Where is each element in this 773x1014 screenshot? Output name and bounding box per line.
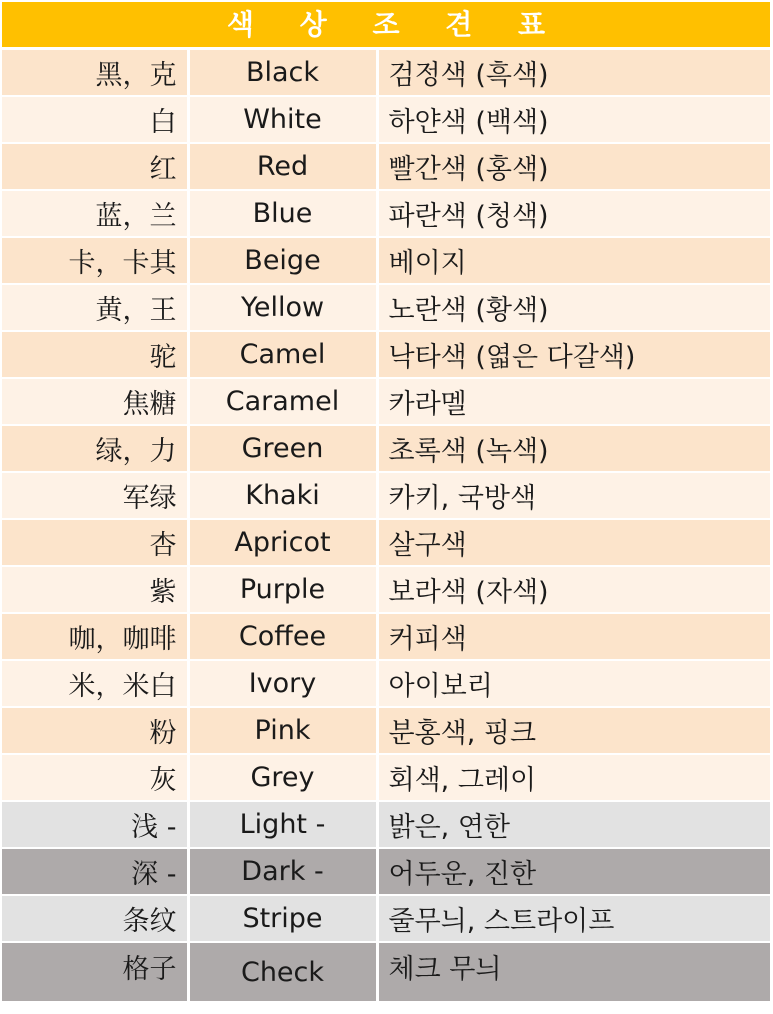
chinese-name-cell: 格子: [2, 942, 188, 1002]
table-row: [2, 754, 770, 801]
table-row: [2, 143, 770, 190]
chinese-name-cell: 黄，王: [2, 284, 188, 331]
table-row: [2, 50, 770, 96]
table-row: [2, 613, 770, 660]
korean-name-cell: 카라멜: [377, 378, 770, 425]
korean-name-cell: 밝은, 연한: [377, 801, 770, 848]
chinese-name-cell: 杏: [2, 519, 188, 566]
english-name-cell: Purple: [188, 566, 377, 613]
color-table-body: [2, 50, 770, 1002]
chinese-name-cell: 深 -: [2, 848, 188, 895]
korean-name-cell: 검정색 (흑색): [377, 50, 770, 96]
table-row: [2, 237, 770, 284]
english-name-cell: Ivory: [188, 660, 377, 707]
korean-name-cell: 베이지: [377, 237, 770, 284]
english-name-cell: Light -: [188, 801, 377, 848]
table-row: [2, 331, 770, 378]
table-row: [2, 378, 770, 425]
korean-name-cell: 보라색 (자색): [377, 566, 770, 613]
korean-name-cell: 체크 무늬: [377, 942, 770, 1002]
chinese-name-cell: 粉: [2, 707, 188, 754]
korean-name-cell: 회색, 그레이: [377, 754, 770, 801]
chinese-name-cell: 条纹: [2, 895, 188, 942]
table-row: [2, 284, 770, 331]
chinese-name-cell: 驼: [2, 331, 188, 378]
color-table: [2, 50, 770, 1003]
english-name-cell: Grey: [188, 754, 377, 801]
table-row: [2, 425, 770, 472]
english-name-cell: Pink: [188, 707, 377, 754]
chinese-name-cell: 蓝，兰: [2, 190, 188, 237]
table-row: [2, 519, 770, 566]
table-row: [2, 472, 770, 519]
table-row: [2, 660, 770, 707]
english-name-cell: Blue: [188, 190, 377, 237]
chinese-name-cell: 咖，咖啡: [2, 613, 188, 660]
chinese-name-cell: 黑，克: [2, 50, 188, 96]
english-name-cell: Stripe: [188, 895, 377, 942]
english-name-cell: Khaki: [188, 472, 377, 519]
english-name-cell: Red: [188, 143, 377, 190]
table-row: [2, 96, 770, 143]
english-name-cell: Camel: [188, 331, 377, 378]
korean-name-cell: 어두운, 진한: [377, 848, 770, 895]
table-row: [2, 190, 770, 237]
table-row: [2, 707, 770, 754]
english-name-cell: Green: [188, 425, 377, 472]
korean-name-cell: 카키, 국방색: [377, 472, 770, 519]
chinese-name-cell: 米，米白: [2, 660, 188, 707]
korean-name-cell: 초록색 (녹색): [377, 425, 770, 472]
chinese-name-cell: 焦糖: [2, 378, 188, 425]
korean-name-cell: 살구색: [377, 519, 770, 566]
chinese-name-cell: 紫: [2, 566, 188, 613]
english-name-cell: Caramel: [188, 378, 377, 425]
chinese-name-cell: 浅 -: [2, 801, 188, 848]
english-name-cell: Check: [188, 942, 377, 1002]
chinese-name-cell: 绿，力: [2, 425, 188, 472]
chinese-name-cell: 军绿: [2, 472, 188, 519]
korean-name-cell: 커피색: [377, 613, 770, 660]
english-name-cell: Black: [188, 50, 377, 96]
chinese-name-cell: 卡，卡其: [2, 237, 188, 284]
chinese-name-cell: 白: [2, 96, 188, 143]
chinese-name-cell: 红: [2, 143, 188, 190]
english-name-cell: Yellow: [188, 284, 377, 331]
english-name-cell: Apricot: [188, 519, 377, 566]
korean-name-cell: 빨간색 (홍색): [377, 143, 770, 190]
english-name-cell: Beige: [188, 237, 377, 284]
table-row: [2, 801, 770, 848]
english-name-cell: Coffee: [188, 613, 377, 660]
table-row: [2, 942, 770, 1002]
korean-name-cell: 분홍색, 핑크: [377, 707, 770, 754]
korean-name-cell: 낙타색 (엷은 다갈색): [377, 331, 770, 378]
english-name-cell: White: [188, 96, 377, 143]
korean-name-cell: 파란색 (청색): [377, 190, 770, 237]
table-row: [2, 848, 770, 895]
korean-name-cell: 하얀색 (백색): [377, 96, 770, 143]
chart-title: 색 상 조 견 표: [2, 2, 770, 47]
korean-name-cell: 노란색 (황색): [377, 284, 770, 331]
korean-name-cell: 줄무늬, 스트라이프: [377, 895, 770, 942]
table-row: [2, 895, 770, 942]
korean-name-cell: 아이보리: [377, 660, 770, 707]
english-name-cell: Dark -: [188, 848, 377, 895]
table-row: [2, 566, 770, 613]
chinese-name-cell: 灰: [2, 754, 188, 801]
